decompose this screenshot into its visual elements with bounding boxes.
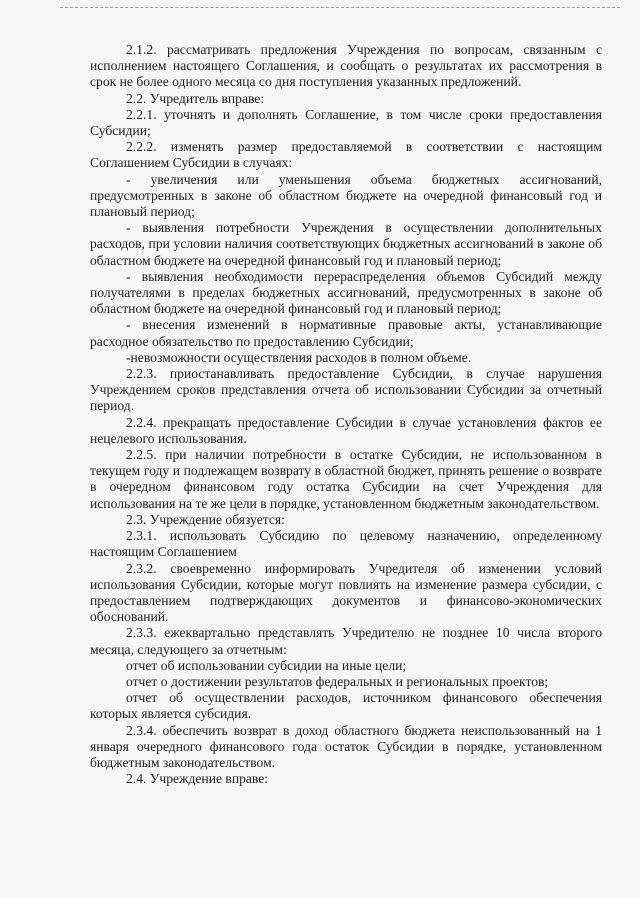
paragraph: 2.2.4. прекращать предоставление Субсидии в случае установления фактов ее нецелевого использования. — [90, 414, 602, 446]
paragraph: отчет о достижении результатов федеральных и региональных проектов; — [126, 673, 549, 689]
paragraph: 2.2.5. при наличии потребности в остатке Субсидии, не использованном в текущем году и подлежащем возврату в областной бюджет, принять решение о возврате в очередном финансовом году остатка Субсидии на счет Учреждения для использования на те же цели в порядке, установленном бюджетным законодательством. — [90, 447, 602, 511]
scan-top-edge — [60, 7, 620, 8]
paragraph: 2.2.1. уточнять и дополнять Соглашение, в том числе сроки предоставления Субсидии; — [90, 106, 602, 139]
paragraph: 2.1.2. рассматривать предложения Учреждения по вопросам, связанным с исполнением настоящего Соглашения, и сообщать о результатах их рассмотрения в срок не более одного месяца со дня поступления указанных предложений. — [90, 42, 602, 90]
paragraph: 2.2.2. изменять размер предоставляемой в соответствии с настоящим Соглашением Субсидии в случаях: — [90, 139, 602, 171]
paragraph: - выявления потребности Учреждения в осуществлении дополнительных расходов, при условии наличия соответствующих бюджетных ассигнований в законе об областном бюджете на очередной финансовый год и плановый период; — [90, 220, 602, 268]
paragraph: 2.2.3. приостанавливать предоставление Субсидии, в случае нарушения Учреждением сроков представления отчета об использовании Субсидии за отчетный период. — [90, 366, 602, 414]
paragraph: 2.4. Учреждение вправе: — [126, 771, 269, 787]
paragraph: 2.3.1. использовать Субсидию по целевому назначению, определенному настоящим Соглашением — [90, 528, 602, 560]
paragraph: 2.3.4. обеспечить возврат в доход областного бюджета неиспользованный на 1 января очередного финансового года остаток Субсидии в порядке, установленном бюджетным законодательством. — [90, 722, 602, 770]
paragraph: - выявления необходимости перераспределения объемов Субсидий между получателями в пределах бюджетных ассигнований, предусмотренных в законе об областном бюджете на очередной финансовый год и плановый период; — [90, 268, 602, 317]
document-body — [90, 42, 602, 787]
paragraph: отчет об использовании субсидии на иные цели; — [126, 657, 407, 673]
paragraph: -невозможности осуществления расходов в полном объеме. — [126, 349, 472, 365]
paragraph: 2.3. Учреждение обязуется: — [126, 511, 285, 527]
paragraph: - увеличения или уменьшения объема бюджетных ассигнований, предусмотренных в законе об областном бюджете на очередной финансовый год и плановый период; — [90, 171, 602, 220]
paragraph: 2.3.2. своевременно информировать Учредителя об изменении условий использования Субсидии, которые могут повлиять на изменение размера субсидии, с предоставлением подтверждающих документов и финансово-экономических обоснований. — [90, 560, 602, 625]
paragraph: - внесения изменений в нормативные правовые акты, устанавливающие расходное обязательство по предоставлению Субсидии; — [90, 317, 602, 349]
paragraph: отчет об осуществлении расходов, источником финансового обеспечения которых является субсидия. — [90, 690, 602, 722]
paragraph: 2.3.3. ежеквартально представлять Учредителю не позднее 10 числа второго месяца, следующего за отчетным: — [90, 625, 602, 657]
paragraph: 2.2. Учредитель вправе: — [126, 90, 265, 106]
